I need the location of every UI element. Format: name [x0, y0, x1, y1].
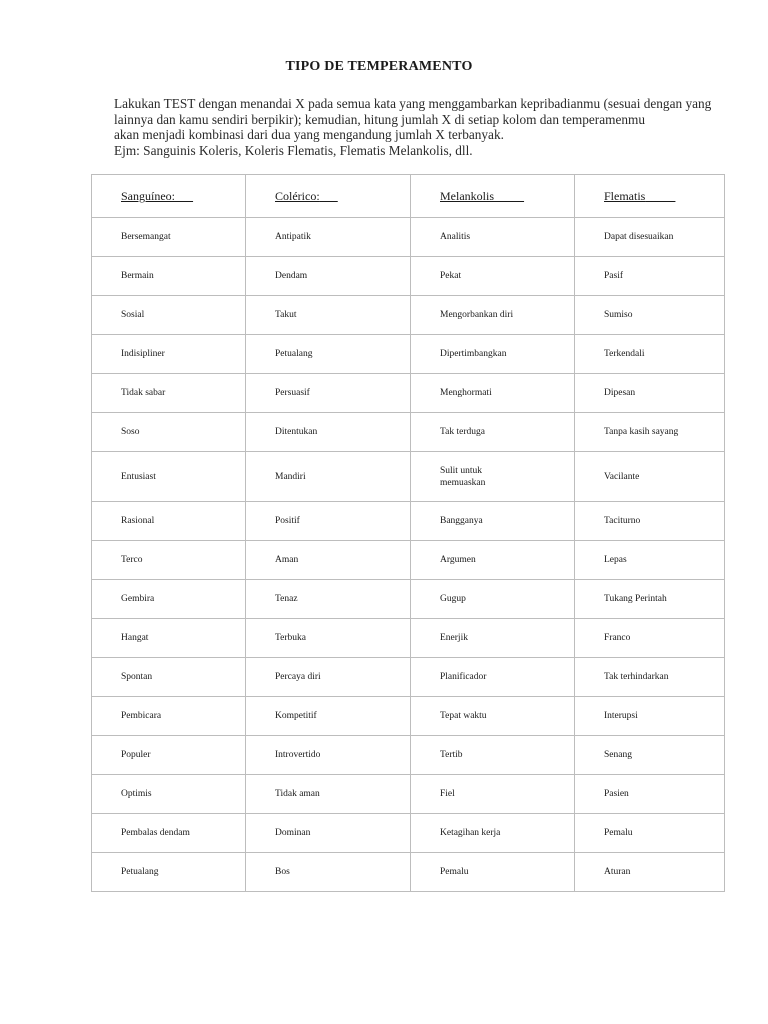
- table-row: [92, 541, 725, 580]
- table-cell: Dipertimbangkan: [411, 335, 575, 374]
- header-blank: ___: [175, 189, 193, 203]
- header-label: Colérico:: [275, 189, 320, 203]
- table-cell: Sosial: [92, 296, 246, 335]
- table-cell: Takut: [246, 296, 411, 335]
- header-blank: _____: [645, 189, 676, 203]
- table-cell: Pasien: [575, 775, 725, 814]
- table-cell: Vacilante: [575, 452, 725, 502]
- table-cell: Menghormati: [411, 374, 575, 413]
- table-cell: Pembalas dendam: [92, 814, 246, 853]
- header-label: Melankolis: [440, 189, 494, 203]
- table-cell: Tanpa kasih sayang: [575, 413, 725, 452]
- table-cell: Pekat: [411, 257, 575, 296]
- table-cell: Argumen: [411, 541, 575, 580]
- table-cell: Bermain: [92, 257, 246, 296]
- table-cell: Entusiast: [92, 452, 246, 502]
- table-cell: Tidak aman: [246, 775, 411, 814]
- header-colerico: [246, 175, 411, 218]
- table-row: [92, 502, 725, 541]
- table-row: [92, 814, 725, 853]
- table-cell: Ketagihan kerja: [411, 814, 575, 853]
- table-cell: [411, 452, 575, 502]
- header-blank: _____: [494, 189, 524, 203]
- table-cell: Franco: [575, 619, 725, 658]
- table-cell: Pemalu: [411, 853, 575, 892]
- table-cell: Gembira: [92, 580, 246, 619]
- table-cell: Indisipliner: [92, 335, 246, 374]
- header-melankolis: [411, 175, 575, 218]
- table-cell: Mandiri: [246, 452, 411, 502]
- table-cell: Rasional: [92, 502, 246, 541]
- table-row: [92, 658, 725, 697]
- table-cell: Tukang Perintah: [575, 580, 725, 619]
- table-cell: Hangat: [92, 619, 246, 658]
- table-row: [92, 619, 725, 658]
- table-cell: Optimis: [92, 775, 246, 814]
- table-cell: Petualang: [92, 853, 246, 892]
- table-cell: Sumiso: [575, 296, 725, 335]
- header-label: Flematis: [604, 189, 646, 203]
- header-sanguineo: [92, 175, 246, 218]
- table-cell: Petualang: [246, 335, 411, 374]
- table-cell: Bos: [246, 853, 411, 892]
- instructions-line: lainnya dan kamu sendiri berpikir); kemudian, hitung jumlah X di setiap kolom dan temperamenmu: [114, 111, 646, 127]
- table-cell: Pasif: [575, 257, 725, 296]
- table-row: [92, 452, 725, 502]
- table-row: [92, 257, 725, 296]
- table-cell: Planificador: [411, 658, 575, 697]
- table-cell: Dendam: [246, 257, 411, 296]
- table-cell: Tak terhindarkan: [575, 658, 725, 697]
- table-cell: Terco: [92, 541, 246, 580]
- table-cell: Dominan: [246, 814, 411, 853]
- table-cell: Pembicara: [92, 697, 246, 736]
- table-cell: Bangganya: [411, 502, 575, 541]
- header-label: Sanguíneo:: [121, 189, 175, 203]
- table-cell: Tenaz: [246, 580, 411, 619]
- table-cell: Gugup: [411, 580, 575, 619]
- table-row: [92, 218, 725, 257]
- temperament-table: [91, 174, 725, 892]
- document-title: TIPO DE TEMPERAMENTO: [285, 59, 473, 74]
- table-cell: Dapat disesuaikan: [575, 218, 725, 257]
- table-cell: Tepat waktu: [411, 697, 575, 736]
- table-cell: Fiel: [411, 775, 575, 814]
- header-blank: ___: [319, 189, 338, 203]
- table-cell: Spontan: [92, 658, 246, 697]
- table-cell: Dipesan: [575, 374, 725, 413]
- table-cell: Interupsi: [575, 697, 725, 736]
- table-cell: Analitis: [411, 218, 575, 257]
- table-row: [92, 580, 725, 619]
- instructions-line: Ejm: Sanguinis Koleris, Koleris Flematis, Flematis Melankolis, dll.: [114, 142, 473, 158]
- table-cell: Introvertido: [246, 736, 411, 775]
- table-cell: Populer: [92, 736, 246, 775]
- instructions-line: Lakukan TEST dengan menandai X pada semua kata yang menggambarkan kepribadianmu (sesuai dengan yang: [114, 96, 712, 111]
- table-body: [92, 218, 725, 892]
- table-cell: Tertib: [411, 736, 575, 775]
- instructions-line: akan menjadi kombinasi dari dua yang mengandung jumlah X terbanyak.: [114, 127, 504, 142]
- table-cell: Terbuka: [246, 619, 411, 658]
- table-cell: Enerjik: [411, 619, 575, 658]
- table-cell: Aturan: [575, 853, 725, 892]
- table-row: [92, 736, 725, 775]
- table-cell: Positif: [246, 502, 411, 541]
- table-row: [92, 296, 725, 335]
- table-cell: Senang: [575, 736, 725, 775]
- table-row: [92, 697, 725, 736]
- table-cell: Soso: [92, 413, 246, 452]
- table-cell: Aman: [246, 541, 411, 580]
- table-header-row: [92, 175, 725, 218]
- table-cell: Terkendali: [575, 335, 725, 374]
- table-cell: Pemalu: [575, 814, 725, 853]
- table-cell: Tak terduga: [411, 413, 575, 452]
- table-cell: Antipatik: [246, 218, 411, 257]
- table-row: [92, 374, 725, 413]
- table-cell: Mengorbankan diri: [411, 296, 575, 335]
- table-cell: Bersemangat: [92, 218, 246, 257]
- table-row: [92, 335, 725, 374]
- table-row: [92, 413, 725, 452]
- table-cell-text: Sulit untuk memuaskan: [440, 465, 486, 488]
- table-row: [92, 775, 725, 814]
- table-cell: Tidak sabar: [92, 374, 246, 413]
- table-cell: Percaya diri: [246, 658, 411, 697]
- table-cell: Lepas: [575, 541, 725, 580]
- header-flematis: [575, 175, 725, 218]
- table-cell: Kompetitif: [246, 697, 411, 736]
- table-cell: Taciturno: [575, 502, 725, 541]
- table-cell: Persuasif: [246, 374, 411, 413]
- table-cell: Ditentukan: [246, 413, 411, 452]
- table-row: [92, 853, 725, 892]
- instructions-paragraph: [114, 96, 734, 158]
